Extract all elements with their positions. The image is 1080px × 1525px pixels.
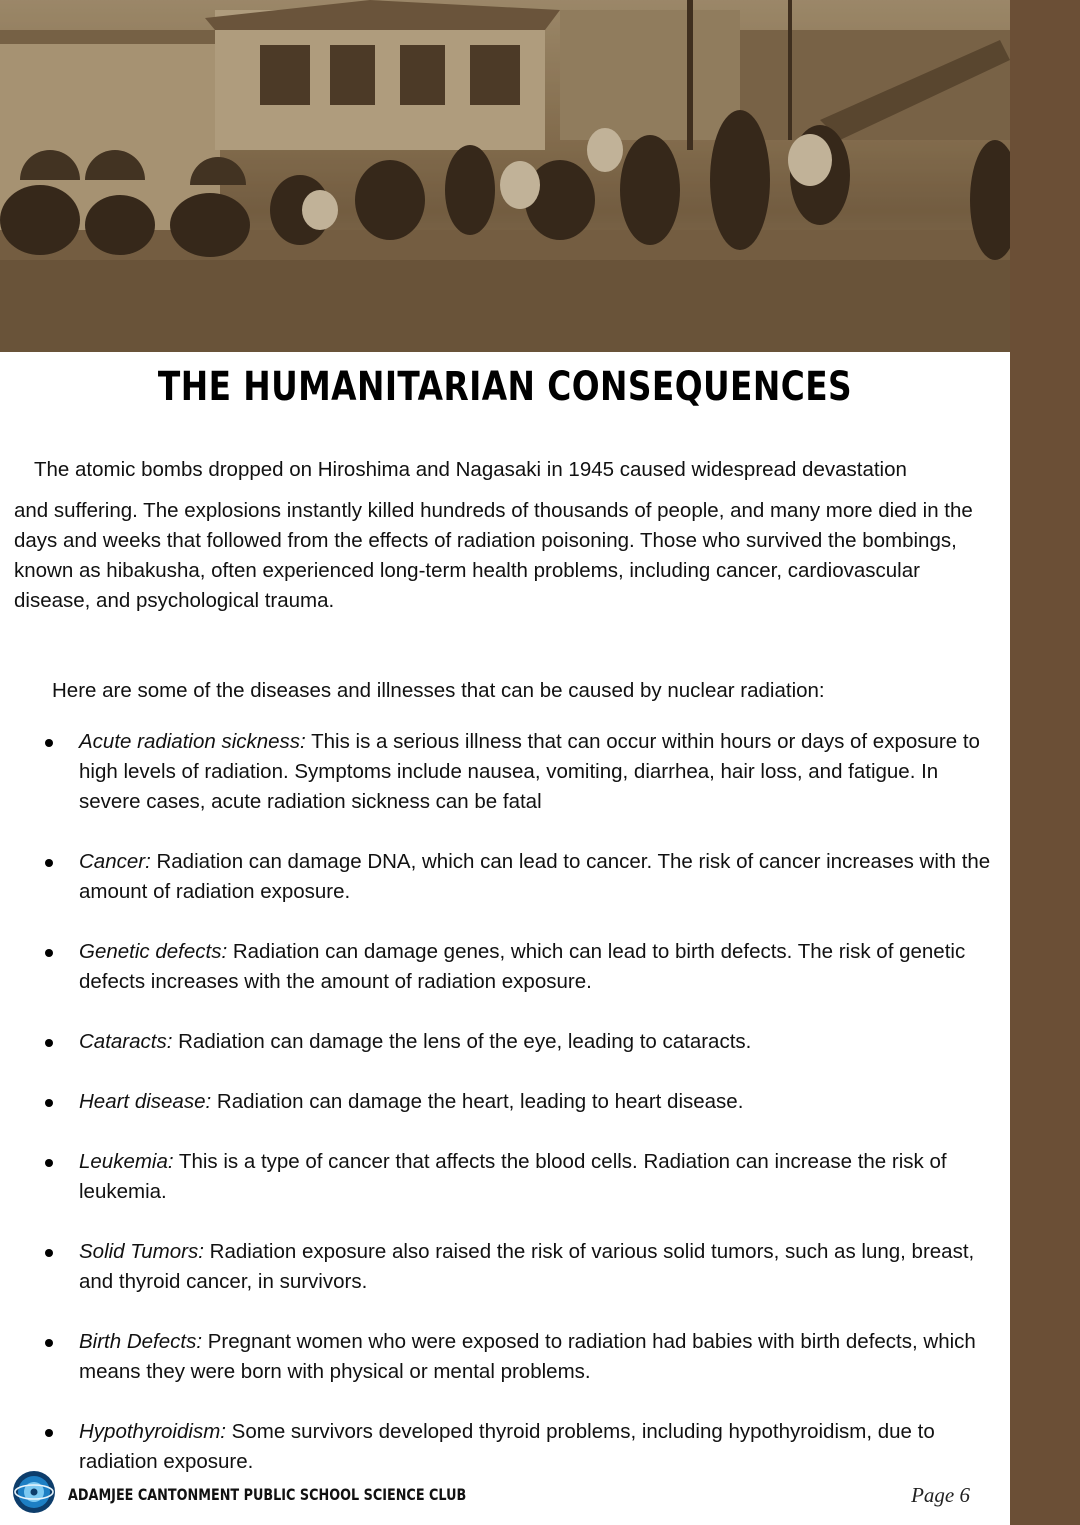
list-item [79, 937, 999, 997]
list-item-text: This is a type of cancer that affects the blood cells. Radiation can increase the risk of leukemia. [79, 1150, 947, 1203]
list-item-text: Radiation exposure also raised the risk of various solid tumors, such as lung, breast, and thyroid cancer, in survivors. [79, 1240, 975, 1293]
list-item-text: Radiation can damage DNA, which can lead to cancer. The risk of cancer increases with the amount of radiation exposure. [79, 850, 991, 903]
bullet-icon [45, 1249, 53, 1257]
decorative-side-bar [1010, 0, 1080, 1525]
list-item-text: This is a serious illness that can occur within hours or days of exposure to high levels of radiation. Symptoms include nausea, vomiting, diarrhea, hair loss, and fatigue. In severe cases, acute radiation sickness can be fatal [79, 730, 980, 813]
list-item-term: Solid Tumors: [79, 1240, 204, 1263]
bullet-icon [45, 1429, 53, 1437]
list-item-term: Acute radiation sickness: [79, 730, 306, 753]
bullet-icon [45, 949, 53, 957]
list-lead-sentence: Here are some of the diseases and illnesses that can be caused by nuclear radiation: [52, 679, 825, 702]
bullet-icon [45, 1099, 53, 1107]
list-item [79, 847, 999, 907]
list-item-term: Leukemia: [79, 1150, 174, 1173]
list-item [79, 1417, 999, 1477]
list-item [79, 1147, 999, 1207]
science-club-logo-icon [12, 1470, 56, 1514]
list-item [79, 1027, 999, 1057]
list-item-term: Cataracts: [79, 1030, 173, 1053]
list-item-text: Radiation can damage genes, which can lead to birth defects. The risk of genetic defects increases with the amount of radiation exposure. [79, 940, 966, 993]
bullet-icon [45, 1039, 53, 1047]
intro-first-line: The atomic bombs dropped on Hiroshima and Nagasaki in 1945 caused widespread devastation [34, 458, 907, 481]
page-number: Page 6 [911, 1483, 970, 1507]
list-item [79, 1327, 999, 1387]
list-item-term: Genetic defects: [79, 940, 228, 963]
list-item-term: Birth Defects: [79, 1330, 203, 1353]
list-item [79, 1237, 999, 1297]
list-item [79, 1087, 999, 1117]
bullet-icon [45, 739, 53, 747]
list-item-term: Hypothyroidism: [79, 1420, 226, 1443]
footer-club-name: ADAMJEE CANTONMENT PUBLIC SCHOOL SCIENCE CLUB [68, 1485, 467, 1504]
bullet-icon [45, 1339, 53, 1347]
list-item-text: Some survivors developed thyroid problems, including hypothyroidism, due to radiation exposure. [79, 1420, 935, 1473]
page-title: THE HUMANITARIAN CONSEQUENCES [157, 364, 853, 410]
list-item-term: Cancer: [79, 850, 151, 873]
list-item-text: Pregnant women who were exposed to radiation had babies with birth defects, which means they were born with physical or mental problems. [79, 1330, 976, 1383]
bullet-icon [45, 1159, 53, 1167]
list-item [79, 727, 999, 817]
list-item-text: Radiation can damage the heart, leading to heart disease. [211, 1090, 744, 1113]
intro-paragraph [14, 455, 1000, 616]
list-item-text: Radiation can damage the lens of the eye, leading to cataracts. [172, 1030, 752, 1053]
hero-photo [0, 0, 1010, 352]
hero-photo-illustration [0, 0, 1010, 352]
list-item-term: Heart disease: [79, 1090, 212, 1113]
bullet-icon [45, 859, 53, 867]
intro-body: and suffering. The explosions instantly killed hundreds of thousands of people, and many more died in the days and weeks that followed from the effects of radiation poisoning. Those who survived the bombings, known as hibakusha, often experienced long-term health problems, including cancer, cardiovascular disease, and psychological trauma. [14, 499, 973, 612]
